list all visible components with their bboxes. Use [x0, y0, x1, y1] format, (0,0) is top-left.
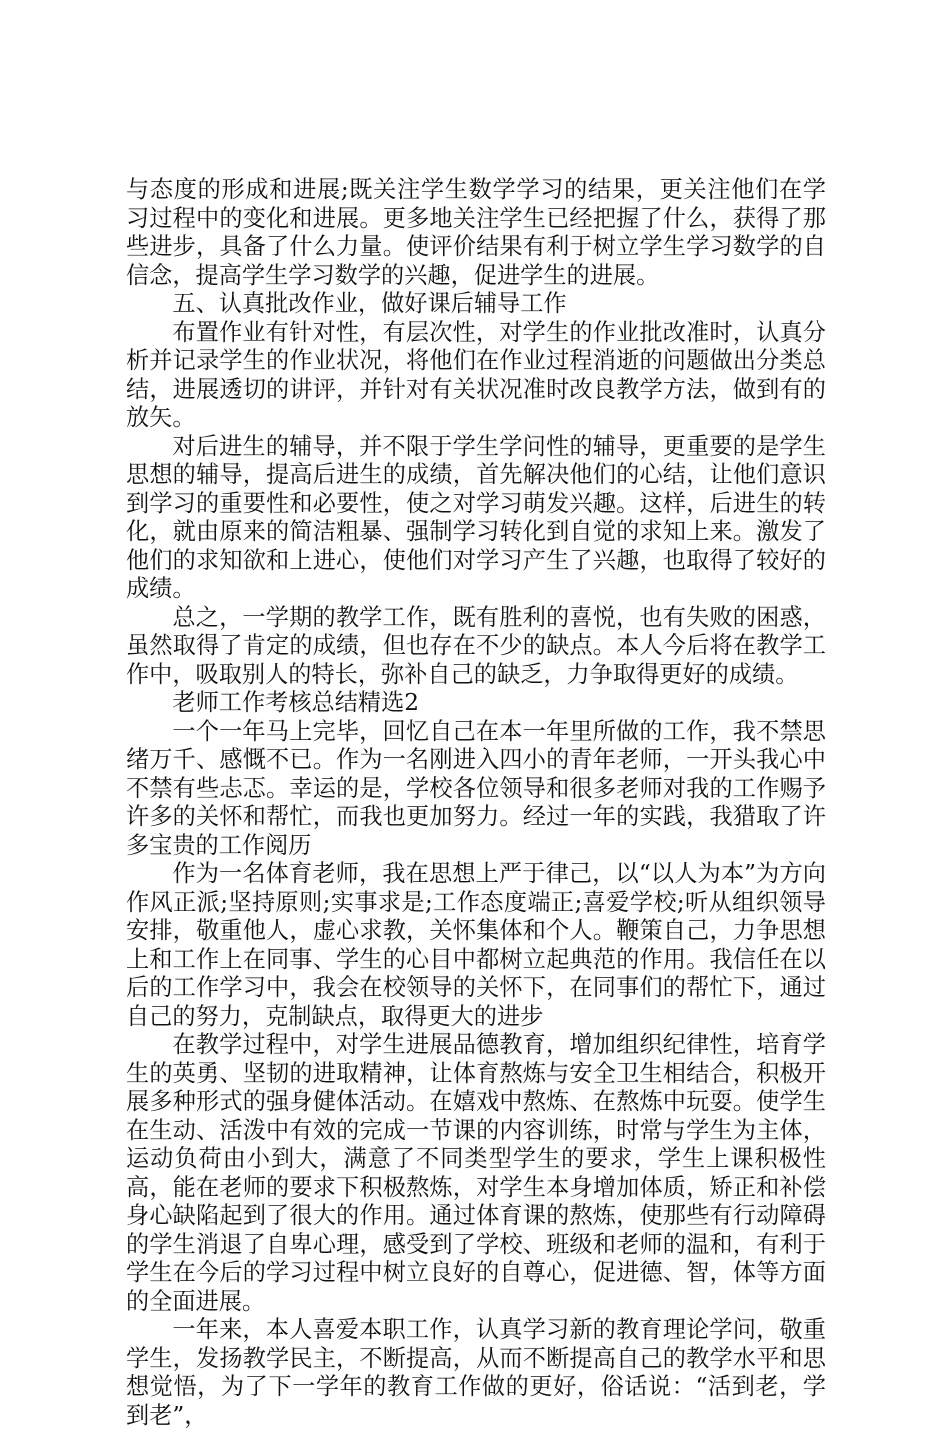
paragraph-one-year: 一年来，本人喜爱本职工作，认真学习新的教育理论学问，敬重学生，发扬教学民主，不断提高，从而不断提高自己的教学水平和思想觉悟，为了下一学年的教育工作做的更好，俗话说：“活到老，学到老”，	[126, 1316, 826, 1429]
section-heading-summary-2: 老师工作考核总结精选2	[172, 689, 420, 716]
document-page	[126, 176, 826, 1430]
paragraph-evaluation-continued: 与态度的形成和进展;既关注学生数学学习的结果，更关注他们在学习过程中的变化和进展。更多地关注学生已经把握了什么，获得了那些进步，具备了什么力量。使评价结果有利于树立学生学习数学的自信念，提高学生学习数学的兴趣，促进学生的进展。	[126, 176, 826, 289]
paragraph-teaching-process: 在教学过程中，对学生进展品德教育，增加组织纪律性，培育学生的英勇、坚韧的进取精神，让体育熬炼与安全卫生相结合，积极开展多种形式的强身健体活动。在嬉戏中熬炼、在熬炼中玩耍。使学生在生动、活泼中有效的完成一节课的内容训练，时常与学生为主体，运动负荷由小到大，满意了不同类型学生的要求，学生上课积极性高，能在老师的要求下积极熬炼，对学生本身增加体质，矫正和补偿身心缺陷起到了很大的作用。通过体育课的熬炼，使那些有行动障碍的学生消退了自卑心理，感受到了学校、班级和老师的温和，有利于学生在今后的学习过程中树立良好的自尊心，促进德、智，体等方面的全面进展。	[126, 1031, 826, 1315]
section-heading-homework: 五、认真批改作业，做好课后辅导工作	[172, 290, 567, 317]
paragraph-pe-teacher: 作为一名体育老师，我在思想上严于律己，以“以人为本”为方向作风正派;坚持原则;实事求是;工作态度端正;喜爱学校;听从组织领导安排，敬重他人，虚心求教，关怀集体和个人。鞭策自己，力争思想上和工作上在同事、学生的心目中都树立起典范的作用。我信任在以后的工作学习中，我会在校领导的关怀下，在同事们的帮忙下，通过自己的努力，克制缺点，取得更大的进步	[126, 860, 826, 1030]
paragraph-summary: 总之，一学期的教学工作，既有胜利的喜悦，也有失败的困惑，虽然取得了肯定的成绩，但也存在不少的缺点。本人今后将在教学工作中，吸取别人的特长，弥补自己的缺乏，力争取得更好的成绩。	[126, 603, 826, 688]
paragraph-homework: 布置作业有针对性，有层次性，对学生的作业批改准时，认真分析并记录学生的作业状况，将他们在作业过程消逝的问题做出分类总结，进展透切的讲评，并针对有关状况准时改良教学方法，做到有的放矢。	[126, 318, 826, 431]
paragraph-year-review: 一个一年马上完毕，回忆自己在本一年里所做的工作，我不禁思绪万千、感慨不已。作为一名刚进入四小的青年老师，一开头我心中不禁有些忐忑。幸运的是，学校各位领导和很多老师对我的工作赐予许多的关怀和帮忙，而我也更加努力。经过一年的实践，我猎取了许多宝贵的工作阅历	[126, 717, 826, 859]
paragraph-underachievers: 对后进生的辅导，并不限于学生学问性的辅导，更重要的是学生思想的辅导，提高后进生的成绩，首先解决他们的心结，让他们意识到学习的重要性和必要性，使之对学习萌发兴趣。这样，后进生的转化，就由原来的简洁粗暴、强制学习转化到自觉的求知上来。激发了他们的求知欲和上进心，使他们对学习产生了兴趣，也取得了较好的成绩。	[126, 432, 826, 602]
